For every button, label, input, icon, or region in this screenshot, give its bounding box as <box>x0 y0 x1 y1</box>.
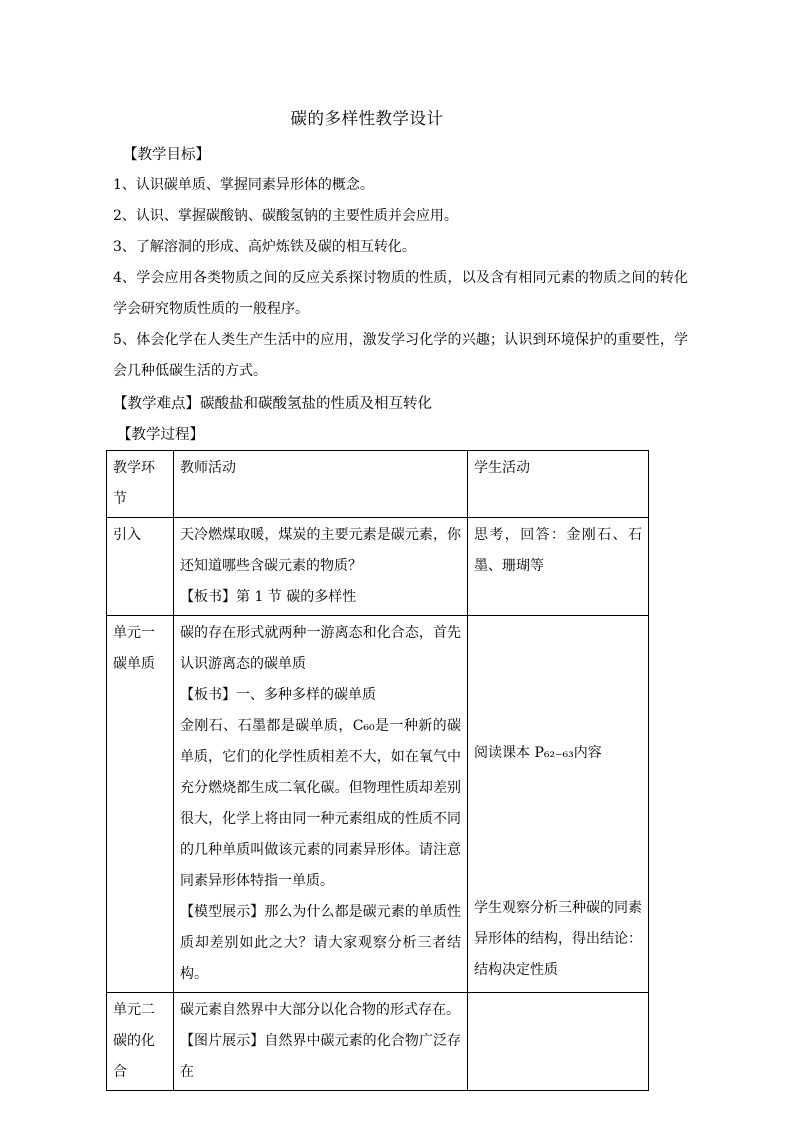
header-student: 学生活动 <box>468 451 649 518</box>
process-table <box>106 450 649 1091</box>
table-row <box>107 518 649 616</box>
student-text: 思考，回答：金刚石、石墨、珊瑚等 <box>474 527 642 574</box>
page-title: 碳的多样性教学设计 <box>290 109 444 128</box>
difficulty-line <box>113 392 432 413</box>
student-cell <box>468 518 649 616</box>
teacher-text: 碳元素自然界中大部分以化合物的形式存在。 <box>180 1002 460 1018</box>
stage-cell: 引入 <box>107 518 174 616</box>
objectives-heading: 【教学目标】 <box>123 147 210 163</box>
objective-item-1: 1、认识碳单质、掌握同素异形体的概念。 <box>113 177 374 193</box>
teacher-text: 【板书】第 1 节 碳的多样性 <box>180 589 357 605</box>
student-text: 学生观察分析三种碳的同素异形体的结构，得出结论：结构决定性质 <box>474 900 642 978</box>
stage-cell: 单元二碳的化合 <box>107 993 174 1091</box>
difficulty-text: 碳酸盐和碳酸氢盐的性质及相互转化 <box>200 396 432 412</box>
objective-item-3: 3、了解溶洞的形成、高炉炼铁及碳的相互转化。 <box>113 239 416 255</box>
table-row <box>107 993 649 1091</box>
stage-cell: 单元一碳单质 <box>107 616 174 993</box>
header-stage: 教学环节 <box>107 451 174 518</box>
teacher-text: 【模型展示】那么为什么都是碳元素的单质性质却差别如此之大？请大家观察分析三者结构。 <box>180 904 461 982</box>
teacher-text: 金刚石、石墨都是碳单质，C₆₀是一种新的碳单质，它们的化学性质相差不大，如在氧气中充分燃烧都生成二氧化碳。但物理性质却差别很大，化学上将由同一种元素组成的性质不同的几种单质叫做该元素的同素异形体。请注意同素异形体特指一单质。 <box>180 718 461 889</box>
table-row <box>107 616 649 993</box>
table-header-row <box>107 451 649 518</box>
student-cell <box>468 993 649 1091</box>
teacher-cell <box>174 993 468 1091</box>
teacher-cell <box>174 518 468 616</box>
difficulty-label: 【教学难点】 <box>113 396 200 412</box>
process-heading: 【教学过程】 <box>117 427 204 443</box>
objective-item-2: 2、认识、掌握碳酸钠、碳酸氢钠的主要性质并会应用。 <box>113 208 458 224</box>
student-text: 阅读课本 P₆₂₋₆₃内容 <box>474 745 602 761</box>
teacher-text: 碳的存在形式就两种一游离态和化合态，首先认识游离态的碳单质 <box>180 625 461 672</box>
student-cell <box>468 616 649 993</box>
teacher-text: 【图片展示】自然界中碳元素的化合物广泛存在 <box>180 1033 461 1080</box>
teacher-text: 【板书】一、多种多样的碳单质 <box>180 687 376 703</box>
objective-item-5: 5、体会化学在人类生产生活中的应用，激发学习化学的兴趣；认识到环境保护的重要性，学会几种低碳生活的方式。 <box>113 332 688 379</box>
teacher-cell <box>174 616 468 993</box>
teacher-text: 天冷燃煤取暖，煤炭的主要元素是碳元素，你还知道哪些含碳元素的物质？ <box>180 527 461 574</box>
header-teacher: 教师活动 <box>174 451 468 518</box>
objective-item-4: 4、学会应用各类物质之间的反应关系探讨物质的性质，以及含有相同元素的物质之间的转化学会研究物质性质的一般程序。 <box>113 270 688 317</box>
